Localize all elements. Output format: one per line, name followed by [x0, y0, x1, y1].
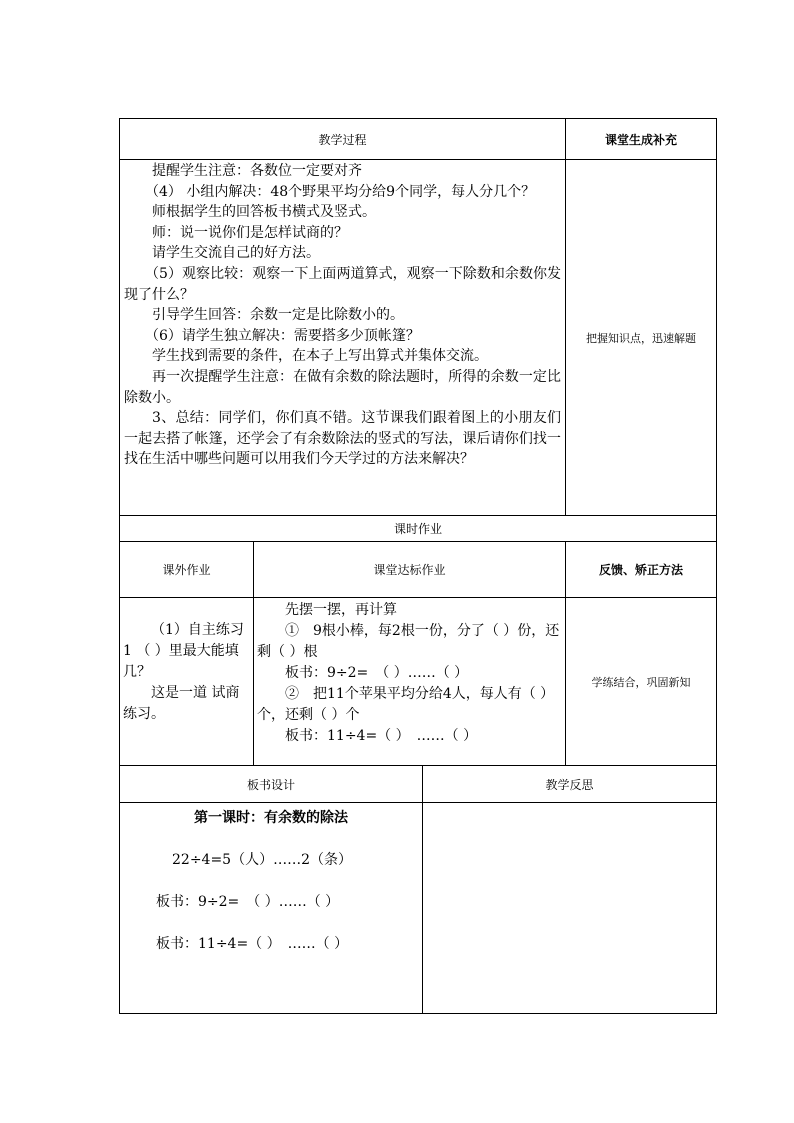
process-content	[120, 160, 566, 516]
board-content-row	[120, 803, 717, 1014]
header-reflection: 教学反思	[423, 766, 717, 803]
outside-line: 这是一道 试商练习。	[123, 685, 240, 722]
reflection-content	[423, 803, 717, 1014]
header-class-homework: 课堂达标作业	[254, 542, 566, 598]
homework-content-row	[120, 598, 717, 766]
board-design-content	[120, 803, 423, 1014]
feedback-note: 学练结合，巩固新知	[566, 598, 717, 766]
class-line: 板书：9÷2= （ ）……（ ）	[285, 665, 469, 681]
board-line: 板书：9÷2= （ ）……（ ）	[156, 894, 340, 910]
outside-homework-content	[120, 598, 254, 766]
header-supplement: 课堂生成补充	[566, 119, 717, 160]
process-line: （4） 小组内解决：48个野果平均分给9个同学，每人分几个？	[145, 183, 536, 200]
header-outside-homework: 课外作业	[120, 542, 254, 598]
lesson-plan-table	[119, 118, 717, 1014]
class-homework-content	[254, 598, 566, 766]
header-board-design: 板书设计	[120, 766, 423, 803]
homework-section-title: 课时作业	[120, 516, 717, 542]
board-line: 22÷4=5（人）……2（条）	[172, 852, 352, 868]
class-line: 先摆一摆，再计算	[285, 602, 397, 618]
homework-title-row	[120, 516, 717, 542]
class-line: 板书：11÷4=（ ） ……（ ）	[285, 728, 478, 744]
process-line: 再一次提醒学生注意：在做有余数的除法题时，所得的余数一定比除数小。	[124, 368, 562, 406]
outside-line: （1）自主练习1 （ ）里最大能填几？	[123, 622, 244, 680]
process-line: 提醒学生注意：各数位一定要对齐	[152, 163, 362, 179]
process-line: 引导学生回答：余数一定是比除数小的。	[152, 307, 404, 324]
board-title: 第一课时：有余数的除法	[194, 810, 348, 826]
board-line: 板书：11÷4=（ ） ……（ ）	[156, 936, 349, 952]
class-line: ② 把11个苹果平均分给4人，每人有（ ）个，还剩（ ）个	[257, 686, 555, 723]
process-side-note: 把握知识点，迅速解题	[566, 160, 717, 516]
process-line: （6）请学生独立解决：需要搭多少顶帐篷？	[145, 327, 420, 344]
class-line: ① 9根小棒，每2根一份，分了（ ）份，还剩（ ）根	[257, 623, 560, 660]
process-line: 师根据学生的回答板书横式及竖式。	[152, 204, 376, 221]
homework-header-row	[120, 542, 717, 598]
header-row	[120, 119, 717, 160]
process-line: 学生找到需要的条件，在本子上写出算式并集体交流。	[152, 348, 488, 365]
process-row	[120, 160, 717, 516]
process-line: 师：说一说你们是怎样试商的？	[152, 224, 348, 241]
board-header-row	[120, 766, 717, 803]
process-line: （5）观察比较：观察一下上面两道算式，观察一下除数和余数你发现了什么？	[124, 265, 562, 303]
process-line: 3、总结：同学们，你们真不错。这节课我们跟着图上的小朋友们一起去搭了帐篷，还学会了有余数除法的竖式的写法，课后请你们找一找在生活中哪些问题可以用我们今天学过的方法来解决？	[124, 410, 562, 468]
header-process: 教学过程	[120, 119, 566, 160]
process-line: 请学生交流自己的好方法。	[152, 245, 320, 262]
header-feedback: 反馈、矫正方法	[566, 542, 717, 598]
